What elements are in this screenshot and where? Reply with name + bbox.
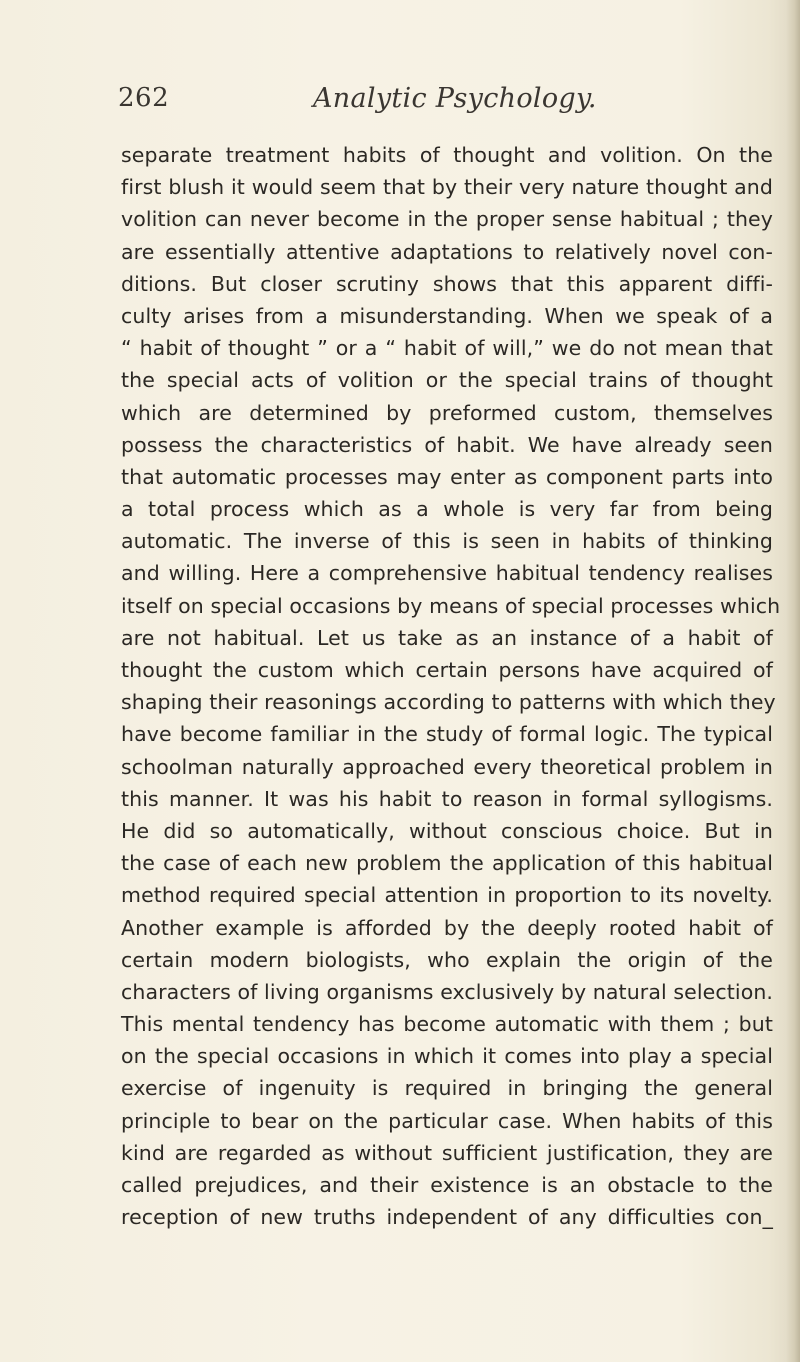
text-line: volition can never become in the proper sense habitual ; they xyxy=(121,207,773,232)
text-line: are not habitual. Let us take as an instance of a habit of xyxy=(121,625,773,650)
text-line: exercise of ingenuity is required in bringing the general xyxy=(121,1076,773,1101)
text-line: first blush it would seem that by their very nature thought and xyxy=(121,175,773,200)
text-line: “ habit of thought ” or a “ habit of will,” we do not mean that xyxy=(121,336,773,361)
text-line: separate treatment habits of thought and volition. On the xyxy=(121,143,773,167)
text-line: itself on special occasions by means of special processes which xyxy=(121,593,781,618)
page-edge-shadow xyxy=(786,0,800,1362)
text-line: this manner. It was his habit to reason in formal syllogisms. xyxy=(121,786,773,811)
text-line: method required special attention in proportion to its novelty. xyxy=(121,883,773,908)
text-line: on the special occasions in which it comes into play a special xyxy=(121,1044,773,1069)
running-head xyxy=(118,83,770,123)
page-number: 262 xyxy=(118,83,170,113)
text-line: are essentially attentive adaptations to relatively novel con- xyxy=(121,239,773,264)
text-line: possess the characteristics of habit. We have already seen xyxy=(121,432,773,457)
text-line: certain modern biologists, who explain the origin of the xyxy=(121,947,773,972)
text-line: reception of new truths independent of any difficulties con_ xyxy=(121,1205,773,1230)
body-text xyxy=(121,139,781,1233)
text-line: that automatic processes may enter as component parts into xyxy=(121,464,773,489)
text-line: Another example is afforded by the deeply rooted habit of xyxy=(121,915,773,940)
text-line: principle to bear on the particular case. When habits of this xyxy=(121,1108,773,1133)
text-line: culty arises from a misunderstanding. When we speak of a xyxy=(121,303,773,328)
text-line: a total process which as a whole is very far from being xyxy=(121,497,773,522)
text-line: which are determined by preformed custom, themselves xyxy=(121,400,773,425)
text-line: have become familiar in the study of formal logic. The typical xyxy=(121,722,773,747)
text-line: This mental tendency has become automatic with them ; but xyxy=(121,1012,773,1037)
text-line: kind are regarded as without sufficient justification, they are xyxy=(121,1140,773,1165)
text-line: ditions. But closer scrutiny shows that this apparent diffi- xyxy=(121,271,773,296)
running-title: Analytic Psychology. xyxy=(313,83,597,114)
text-line: characters of living organisms exclusively by natural selection. xyxy=(121,979,774,1004)
text-line: schoolman naturally approached every theoretical problem in xyxy=(121,754,773,779)
text-line: the special acts of volition or the special trains of thought xyxy=(121,368,773,393)
text-line: and willing. Here a comprehensive habitual tendency realises xyxy=(121,561,773,586)
text-line: thought the custom which certain persons have acquired of xyxy=(121,658,773,682)
text-line: shaping their reasonings according to patterns with which they xyxy=(121,690,776,715)
text-line: called prejudices, and their existence is an obstacle to the xyxy=(121,1173,773,1197)
text-line: automatic. The inverse of this is seen in habits of thinking xyxy=(121,529,773,554)
text-line: the case of each new problem the application of this habitual xyxy=(121,851,773,876)
text-line: He did so automatically, without conscious choice. But in xyxy=(121,818,773,843)
